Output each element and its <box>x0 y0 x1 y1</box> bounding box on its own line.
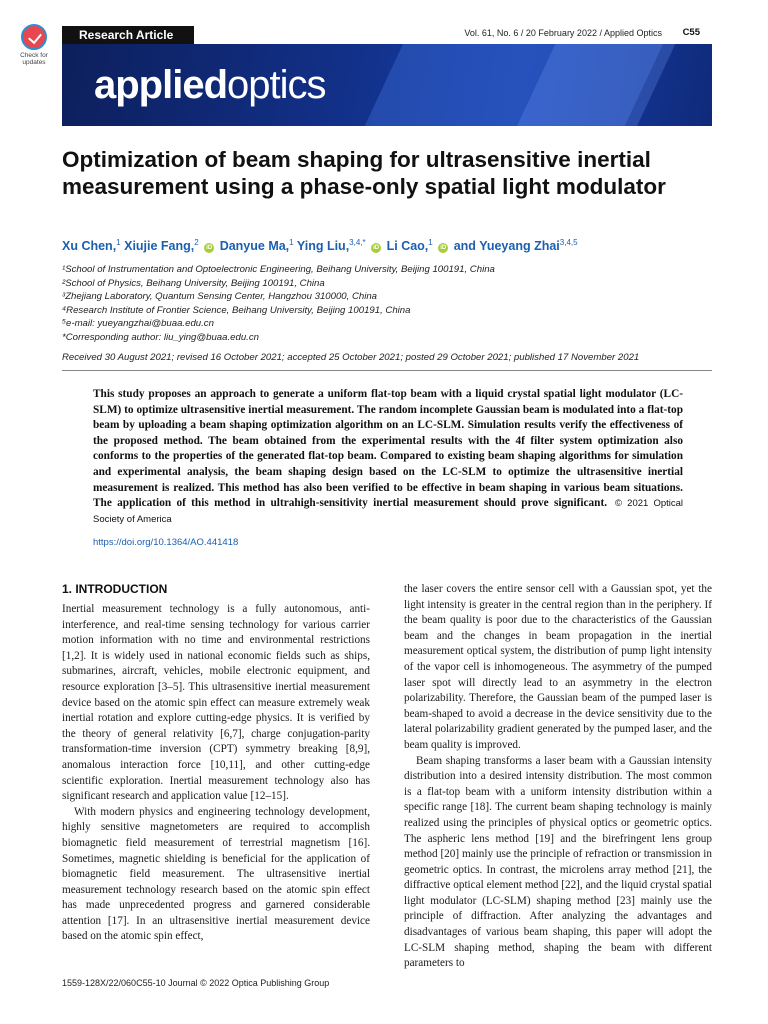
section-heading: 1. INTRODUCTION <box>62 582 168 596</box>
page-number: C55 <box>682 27 700 38</box>
author-name[interactable]: Xu Chen, <box>62 239 117 254</box>
orcid-icon[interactable]: iD <box>373 245 380 252</box>
issue-info: Vol. 61, No. 6 / 20 February 2022 / Applied Optics <box>464 28 662 38</box>
doi-link[interactable]: https://doi.org/10.1364/AO.441418 <box>93 537 239 548</box>
affiliation: ³Zhejiang Laboratory, Quantum Sensing Center, Hangzhou 310000, China <box>62 291 378 303</box>
author-name[interactable]: Danyue Ma, <box>219 239 290 254</box>
affiliation: ⁴Research Institute of Frontier Science, Beihang University, Beijing 100191, China <box>62 304 411 316</box>
author-name[interactable]: Xiujie Fang, <box>124 239 195 254</box>
affiliations <box>62 263 495 345</box>
paragraph: With modern physics and engineering technology development, highly sensitive magnetometers are required to accomplish biomagnetic field measurement of terrestrial magnetism [16]. Sometimes, magnetic shielding is beneficial for the application of biomagnetic field measurement. The ultrasensitive inertial measurement technology research based on the atomic spin effect has made unprecedented progress and garnered considerable attention [17]. In an ultrasensitive inertial measurement device based on the atomic spin effect, <box>62 805 370 943</box>
body-column-left <box>62 602 370 945</box>
check-for-updates-badge[interactable] <box>14 24 54 66</box>
article-type-label: Research Article <box>62 26 194 44</box>
paragraph: the laser covers the entire sensor cell with a Gaussian spot, yet the light intensity is greater in the central region than in the periphery. If the beam quality is poor due to the characteristics of the Gaussian beam and the changes in beam propagation in the inertial measurement optical system, the distribution of pump light intensity of the vapor cell is inhomogeneous. The asymmetry of the pumped laser spot will directly lead to an asymmetry in the electron polarizability. Therefore, the Gaussian beam of the pumped laser is beam-shaped to avoid a decrease in the device sensitivity due to the lateral polarizability gradient generated by the pumped laser, and the beam quality is improved. <box>404 583 712 751</box>
email-line: ⁵e-mail: yueyangzhai@buaa.edu.cn <box>62 318 214 330</box>
check-updates-icon <box>21 24 47 50</box>
journal-banner <box>62 44 712 126</box>
orcid-icon[interactable]: iD <box>206 245 213 252</box>
affiliation: ¹School of Instrumentation and Optoelectronic Engineering, Beihang University, Beijing 100191, China <box>62 264 495 275</box>
badge-label: Check for updates <box>20 52 48 66</box>
journal-logo: appliedoptics <box>94 63 326 107</box>
paragraph: Beam shaping transforms a laser beam with a Gaussian intensity distribution into a desired intensity distribution. The most common is a flat-top beam with a uniform intensity distribution within a specific range [18]. The current beam shaping technology is mainly realized using the principles of physical optics or geometric optics. The aspheric lens method [19] and the birefringent lens group method [20] mainly use the principle of refraction or transmission in geometric optics. In contrast, the microlens array method [21], the diffractive optical element method [22], and the liquid crystal spatial light modulator (LC-SLM) shaping method [23] mainly use the principle of diffraction. After analyzing the advantages and disadvantages of various beam shaping, this paper will adopt the LC-SLM shaping method, shaping the beam with different parameters to <box>404 754 712 970</box>
article-title: Optimization of beam shaping for ultrasensitive inertial measurement using a phase-only spatial light modulator <box>62 147 666 199</box>
orcid-icon[interactable]: iD <box>440 245 447 252</box>
paragraph: Inertial measurement technology is a fully autonomous, anti-interference, and real-time sensing technology for various carrier motion information with no time and environmental restrictions [1,2]. It is widely used in national economic fields such as ships, submarines, aircraft, vehicles, mobile electronic equipment, and resource exploration [3–5]. This ultrasensitive inertial measurement device based on the atomic spin effect can measure extremely weak inertial rotation and explore cutting-edge physics. It is verified by the theory of general relativity [6,7], charge conjugation-parity transformation-time inversion (CPT) symmetry breaking [8,9], anomalous interaction force [10,11], and other cutting-edge scientific exploration. Inertial measurement technology also has significant research and application value [12–15]. <box>62 603 370 803</box>
divider <box>62 370 712 371</box>
corresponding-author: *Corresponding author: liu_ying@buaa.edu.cn <box>62 331 259 343</box>
footer-copyright: 1559-128X/22/060C55-10 Journal © 2022 Optica Publishing Group <box>62 978 330 988</box>
author-name[interactable]: Li Cao, <box>386 239 429 254</box>
author-name[interactable]: Ying Liu, <box>296 239 350 254</box>
affiliation: ²School of Physics, Beihang University, Beijing 100191, China <box>62 277 325 289</box>
author-conjunction: and <box>453 239 476 254</box>
publication-dates: Received 30 August 2021; revised 16 October 2021; accepted 25 October 2021; posted 29 October 2021; published 17 November 2021 <box>62 352 640 363</box>
body-column-right <box>404 582 712 972</box>
author-list: Xu Chen,$^1$ Xiujie Fang,$^2$ iD Danyue Ma,$^1$ Ying Liu,$^{3,4,*}$ iD Li Cao,$^1$ iD and Yueyang Zhai$^{3,4,5}$ <box>62 238 578 254</box>
author-name[interactable]: Yueyang Zhai <box>479 239 560 254</box>
copyright: © 2021 Optical Society of America <box>93 498 684 525</box>
abstract-text: This study proposes an approach to generate a uniform flat-top beam with a liquid crystal spatial light modulator (LC-SLM) to optimize ultrasensitive inertial measurement. The random incomplete Gaussian beam is modulated into a flat-top beam by uploading a beam shaping optimization algorithm on an LC-SLM. Simulation results verify the effectiveness of the proposed method. The beam obtained from the experimental results with the 4f filter system optimization also conforms to the properties of the generated flat-top beam. Compared to existing beam shaping algorithms for simulation and experimental analysis, the beam shaping design based on the LC-SLM to optimize the ultrasensitive inertial measurement is realized. This method has also been verified to be effective in beam shaping in various beam situations. The application of this method in ultrahigh-sensitivity inertial measurement should prove significant. <box>93 388 683 510</box>
abstract <box>93 387 683 527</box>
journal-header <box>62 26 712 44</box>
